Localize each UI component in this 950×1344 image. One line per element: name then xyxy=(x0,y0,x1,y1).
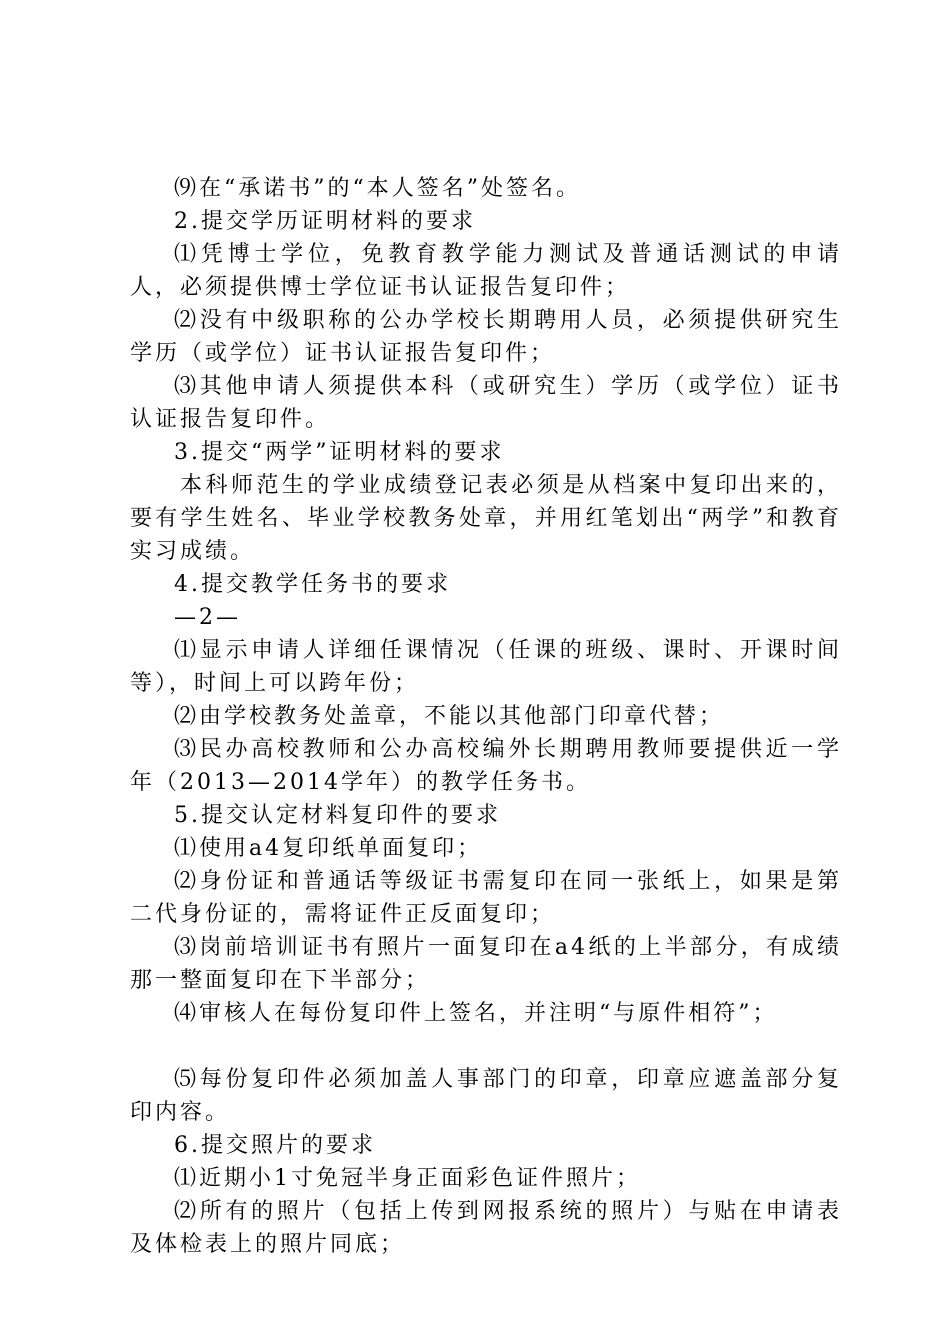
paragraph-a4-paper: ⑴使用a4复印纸单面复印； xyxy=(174,836,483,861)
paragraph-training-certificate: ⑶岗前培训证书有照片一面复印在a4纸的上半部分，有成绩那一整面复印在下半部分； xyxy=(130,935,842,993)
section-heading-photos: 6.提交照片的要求 xyxy=(174,1133,376,1158)
paragraph-reviewer-signature: ⑷审核人在每份复印件上签名，并注明“与原件相符”； xyxy=(174,1001,778,1026)
paragraph-photo-consistency: ⑵所有的照片（包括上传到网报系统的照片）与贴在申请表及体检表上的照片同底； xyxy=(130,1199,842,1257)
section-heading-two-subjects: 3.提交“两学”证明材料的要求 xyxy=(174,440,505,465)
paragraph-doctoral-degree: ⑴凭博士学位，免教育教学能力测试及普通话测试的申请人，必须提供博士学位证书认证报告复印件； xyxy=(130,242,842,300)
paragraph-private-colleges: ⑶民办高校教师和公办高校编外长期聘用教师要提供近一学年（2013—2014学年）的教学任务书。 xyxy=(130,737,842,795)
paragraph-photo-size: ⑴近期小1寸免冠半身正面彩色证件照片； xyxy=(174,1166,641,1191)
paragraph-course-details: ⑴显示申请人详细任课情况（任课的班级、课时、开课时间等），时间上可以跨年份； xyxy=(130,638,842,696)
blank-line xyxy=(130,1030,842,1063)
paragraph-transcript: 本科师范生的学业成绩登记表必须是从档案中复印出来的，要有学生姓名、毕业学校教务处章，并用红笔划出“两学”和教育实习成绩。 xyxy=(130,473,842,564)
paragraph-id-card-copy: ⑵身份证和普通话等级证书需复印在同一张纸上，如果是第二代身份证的，需将证件正反面复印； xyxy=(130,869,842,927)
section-heading-education-proof: 2.提交学历证明材料的要求 xyxy=(174,209,476,234)
paragraph-public-school-staff: ⑵没有中级职称的公办学校长期聘用人员，必须提供研究生学历（或学位）证书认证报告复印件； xyxy=(130,308,842,366)
paragraph-other-applicants: ⑶其他申请人须提供本科（或研究生）学历（或学位）证书认证报告复印件。 xyxy=(130,374,842,432)
document-body xyxy=(130,172,842,1261)
section-heading-teaching-task: 4.提交教学任务书的要求 xyxy=(174,572,451,597)
page-number: —2— xyxy=(174,605,241,630)
paragraph-item-9-signature: ⑼在“承诺书”的“本人签名”处签名。 xyxy=(174,176,581,201)
section-heading-copies: 5.提交认定材料复印件的要求 xyxy=(174,803,501,828)
paragraph-stamp-requirement: ⑵由学校教务处盖章，不能以其他部门印章代替； xyxy=(174,704,725,729)
paragraph-hr-stamp: ⑸每份复印件必须加盖人事部门的印章，印章应遮盖部分复印内容。 xyxy=(130,1067,842,1125)
